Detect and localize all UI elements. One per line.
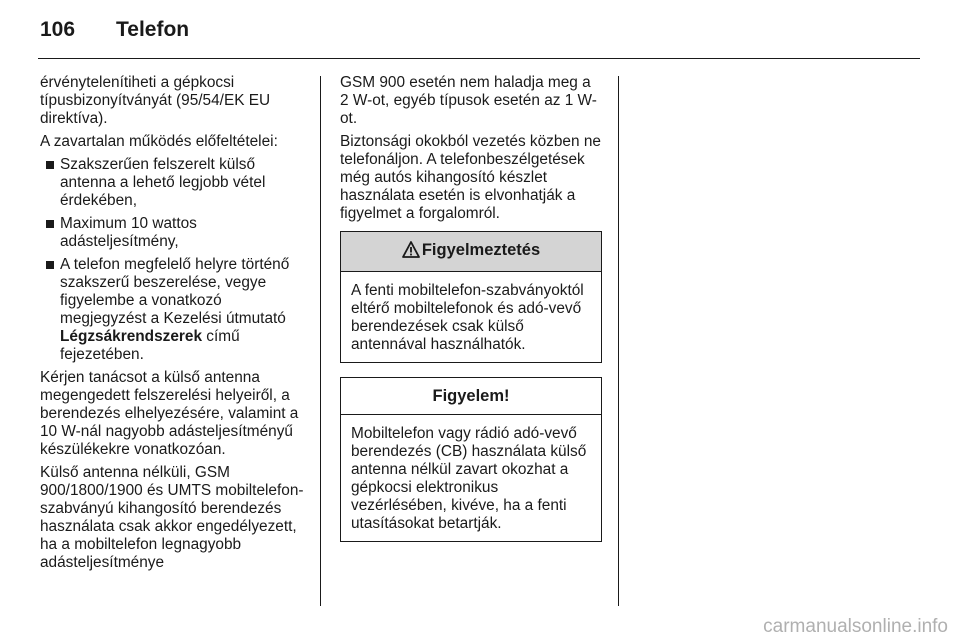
airbag-chapter-reference: Légzsákrendszerek <box>60 328 203 345</box>
warning-triangle-icon <box>402 241 420 262</box>
list-item <box>40 156 310 210</box>
warning-box-title: Figyelmeztetés <box>421 241 541 259</box>
column-divider <box>618 76 619 606</box>
warning-box-header <box>341 232 601 272</box>
paragraph-3: Kérjen tanácsot a külső antenna megengedett felszerelési helyeiről, a berendezés elhelyezésére, valamint a 10 W-nál nagyobb adásteljesítményű készülékekre vonatkozóan. <box>40 369 299 458</box>
square-bullet-icon <box>46 220 54 228</box>
warning-box <box>340 231 602 363</box>
left-column <box>40 74 310 577</box>
list-item-tail: című fejezetében. <box>60 328 240 363</box>
paragraph-6: Biztonsági okokból vezetés közben ne telefonáljon. A telefonbeszélgetések még autós kihangosító készlet használata esetén is elvonhatják a figyelmet a forgalomról. <box>340 133 601 222</box>
list-item <box>40 256 310 364</box>
square-bullet-icon <box>46 261 54 269</box>
list-item-text: Szakszerűen felszerelt külső antenna a lehető legjobb vétel érdekében, <box>60 156 266 209</box>
square-bullet-icon <box>46 161 54 169</box>
watermark: carmanualsonline.info <box>763 616 948 637</box>
paragraph-1: érvénytelenítiheti a gépkocsi típusbizonyítványát (95/54/EK EU direktíva). <box>40 74 271 127</box>
middle-column <box>340 74 602 542</box>
list-item-text: Maximum 10 wattos adásteljesítmény, <box>60 215 197 250</box>
paragraph-2: A zavartalan működés előfeltételei: <box>40 133 278 150</box>
page-number: 106 <box>40 18 76 41</box>
paragraph-5: GSM 900 esetén nem haladja meg a 2 W-ot, egyéb típusok esetén az 1 W-ot. <box>340 74 597 127</box>
notice-box <box>340 377 602 542</box>
warning-box-body: A fenti mobiltelefon-szabványoktól eltérő mobiltelefonok és adó-vevő berendezések csak külső antennával használhatók. <box>351 282 584 353</box>
notice-box-title: Figyelem! <box>341 378 601 415</box>
prerequisites-list <box>40 156 310 364</box>
list-item <box>40 215 310 251</box>
page-header <box>40 18 189 42</box>
column-divider <box>320 76 321 606</box>
paragraph-4: Külső antenna nélküli, GSM 900/1800/1900 és UMTS mobiltelefon-szabványú kihangosító berendezés használata csak akkor engedélyezett, ha a mobiltelefon legnagyobb adásteljesítménye <box>40 464 304 571</box>
page-title: Telefon <box>116 18 190 41</box>
notice-box-body: Mobiltelefon vagy rádió adó-vevő berendezés (CB) használata külső antenna nélkül zavart okozhat a gépkocsi elektronikus vezérlésében, kivéve, ha a fenti utasításokat betartják. <box>351 425 587 532</box>
header-rule <box>38 58 920 59</box>
list-item-text: A telefon megfelelő helyre történő szakszerű beszerelése, vegye figyelembe a vonatkozó megjegyzést a Kezelési útmutató <box>60 256 290 327</box>
